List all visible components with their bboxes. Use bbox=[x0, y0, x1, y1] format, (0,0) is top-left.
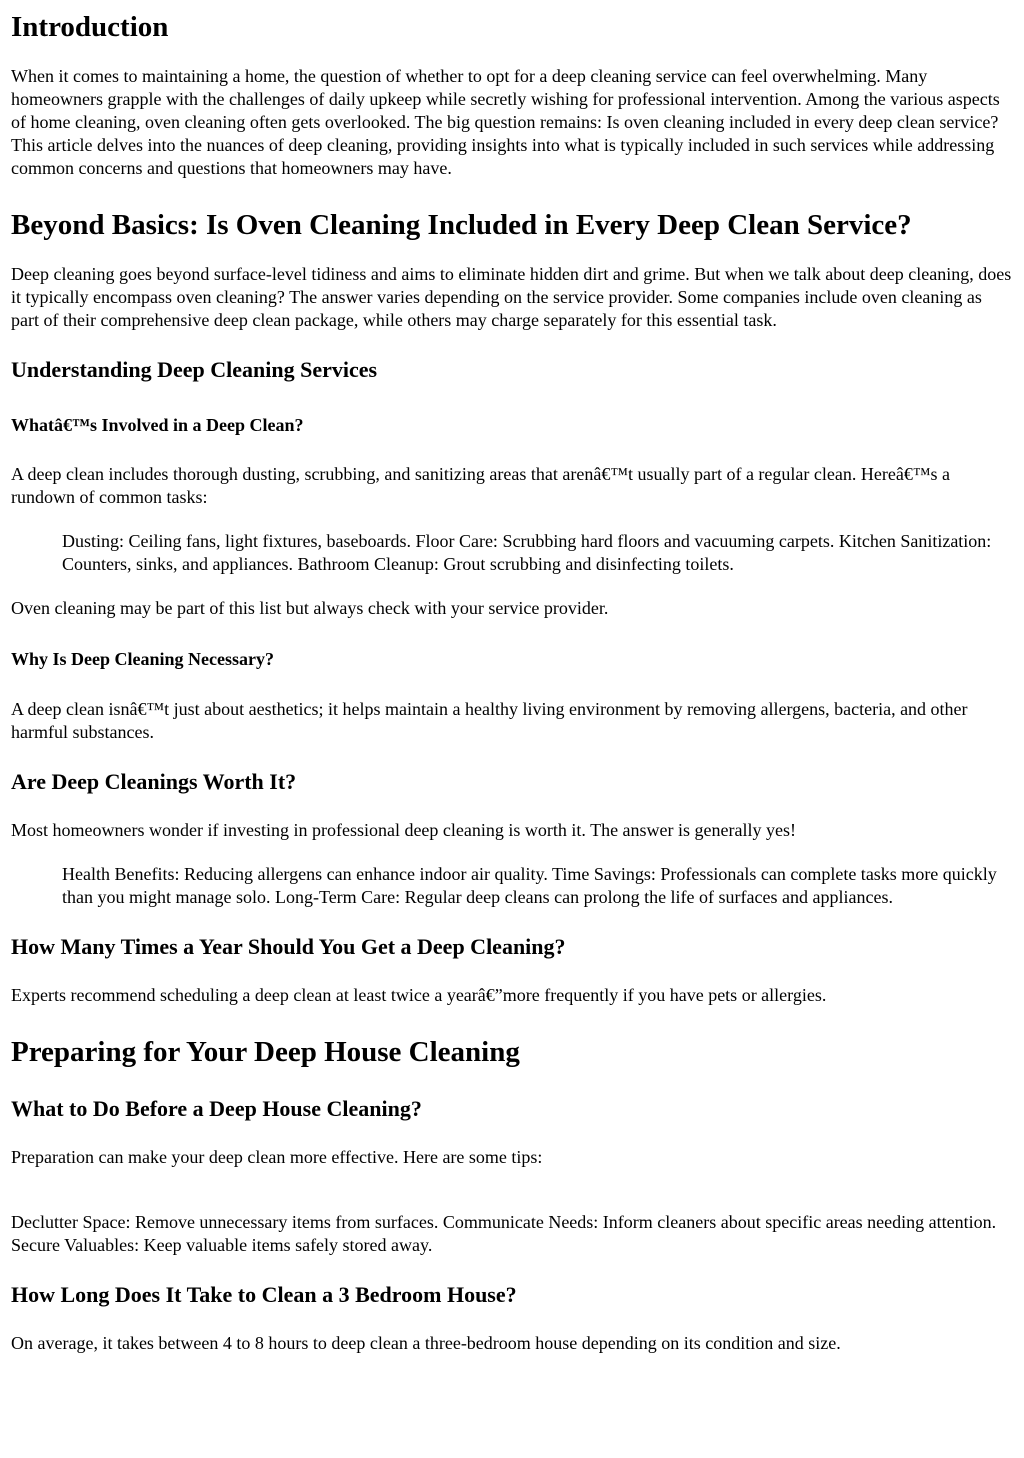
involved-paragraph: A deep clean includes thorough dusting, scrubbing, and sanitizing areas that arenâ€™t usually part of a regular clean. Hereâ€™s a rundown of common tasks: bbox=[11, 464, 950, 507]
intro-paragraph: When it comes to maintaining a home, the question of whether to opt for a deep cleaning service can feel overwhelming. Many homeowners grapple with the challenges of daily upkeep while secretly wishing for professional intervention. Among the various aspects of home cleaning, oven cleaning often gets overlooked. The big question remains: Is oven cleaning included in every deep clean service? This article delves into the nuances of deep cleaning, providing insights into what is typically included in such services while addressing common concerns and questions that homeowners may have. bbox=[11, 66, 1000, 178]
frequency-paragraph: Experts recommend scheduling a deep clean at least twice a yearâ€”more frequently if you have pets or allergies. bbox=[11, 985, 827, 1005]
involved-heading: Whatâ€™s Involved in a Deep Clean? bbox=[11, 415, 304, 435]
article bbox=[0, 10, 1024, 1355]
beyond-heading: Beyond Basics: Is Oven Cleaning Included in Every Deep Clean Service? bbox=[11, 209, 912, 241]
intro-heading: Introduction bbox=[11, 11, 169, 43]
before-heading: What to Do Before a Deep House Cleaning? bbox=[11, 1096, 422, 1121]
beyond-paragraph: Deep cleaning goes beyond surface-level tidiness and aims to eliminate hidden dirt and grime. But when we talk about deep cleaning, does it typically encompass oven cleaning? The answer varies depending on the service provider. Some companies include oven cleaning as part of their comprehensive deep clean package, while others may charge separately for this essential task. bbox=[11, 264, 1012, 330]
why-paragraph: A deep clean isnâ€™t just about aesthetics; it helps maintain a healthy living environment by removing allergens, bacteria, and other harmful substances. bbox=[11, 699, 968, 742]
tasks-list: Dusting: Ceiling fans, light fixtures, baseboards. Floor Care: Scrubbing hard floors and vacuuming carpets. Kitchen Sanitization: Counters, sinks, and appliances. Bathroom Cleanup: Grout scrubbing and disinfecting toilets. bbox=[62, 531, 992, 574]
why-heading: Why Is Deep Cleaning Necessary? bbox=[11, 649, 274, 669]
worth-paragraph: Most homeowners wonder if investing in professional deep cleaning is worth it. The answer is generally yes! bbox=[11, 820, 796, 840]
preparing-heading: Preparing for Your Deep House Cleaning bbox=[11, 1036, 520, 1068]
understanding-heading: Understanding Deep Cleaning Services bbox=[11, 357, 378, 382]
tips-list: Declutter Space: Remove unnecessary items from surfaces. Communicate Needs: Inform cleaners about specific areas needing attention. Secure Valuables: Keep valuable items safely stored away. bbox=[11, 1212, 997, 1255]
frequency-heading: How Many Times a Year Should You Get a Deep Cleaning? bbox=[11, 934, 566, 959]
worth-heading: Are Deep Cleanings Worth It? bbox=[11, 769, 297, 794]
oven-note: Oven cleaning may be part of this list but always check with your service provider. bbox=[11, 598, 609, 618]
benefits-list: Health Benefits: Reducing allergens can enhance indoor air quality. Time Savings: Professionals can complete tasks more quickly than you might manage solo. Long-Term Care: Regular deep cleans can prolong the life of surfaces and appliances. bbox=[62, 864, 997, 907]
before-paragraph: Preparation can make your deep clean more effective. Here are some tips: bbox=[11, 1147, 543, 1167]
duration-paragraph: On average, it takes between 4 to 8 hours to deep clean a three-bedroom house depending on its condition and size. bbox=[11, 1333, 841, 1353]
duration-heading: How Long Does It Take to Clean a 3 Bedroom House? bbox=[11, 1282, 517, 1307]
